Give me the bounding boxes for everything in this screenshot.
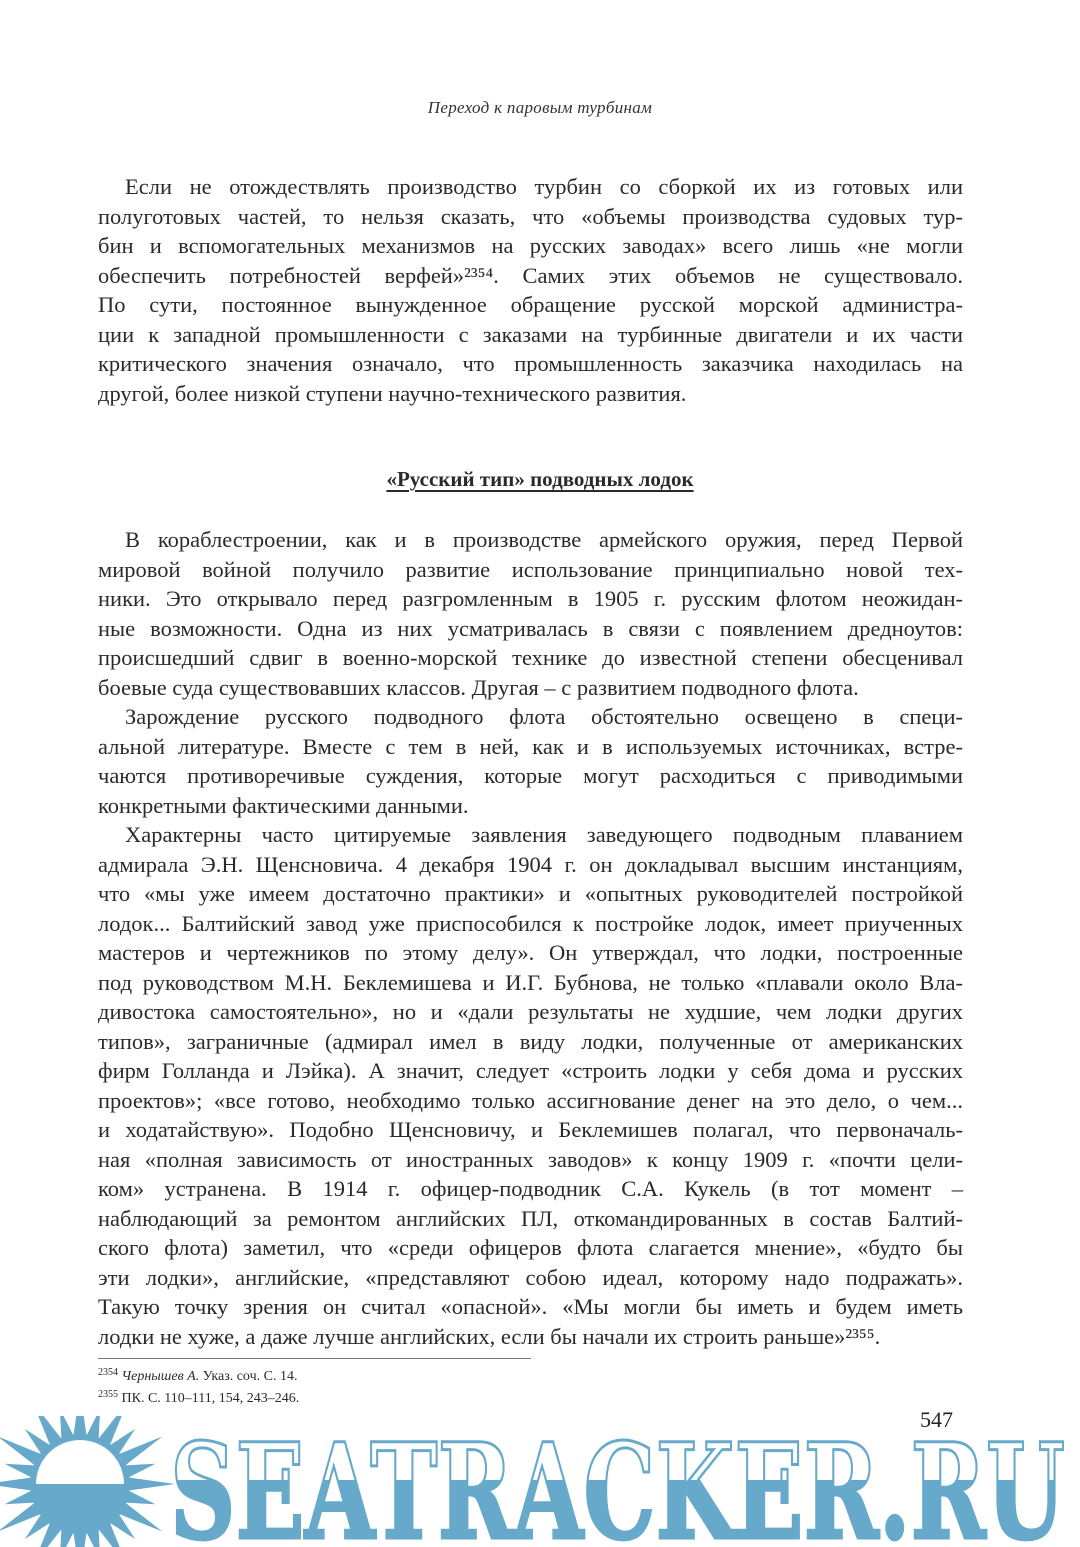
- paragraph-4: [98, 820, 963, 1351]
- text-line: обеспечить потребностей верфей»²³⁵⁴. Самих этих объемов не существовало.: [98, 262, 963, 288]
- footnote-author: Чернышев А.: [121, 1369, 200, 1384]
- paragraph-2: [98, 525, 963, 702]
- text-line: мировой войной получило развитие использование принципиально новой тех-: [98, 556, 963, 582]
- text-line: Зарождение русского подводного флота обстоятельно освещено в специ-: [125, 704, 963, 729]
- text-line: ком» устранена. В 1914 г. офицер-подводник С.А. Кукель (в тот момент –: [98, 1176, 963, 1201]
- text-line: наблюдающий за ремонтом английских ПЛ, откомандированных в состав Балтий-: [98, 1205, 963, 1231]
- watermark-text: SEATRACKER.RU: [170, 1416, 1065, 1547]
- text-line: и ходатайствую». Подобно Щенсновичу, и Беклемишев полагал, что первоначаль-: [98, 1117, 963, 1142]
- text-line: ные возможности. Одна из них усматривалась в связи с появлением дредноутов:: [98, 615, 963, 641]
- footnote-text: ПК. С. 110–111, 154, 243–246.: [121, 1391, 300, 1406]
- text-line: конкретными фактическими данными.: [98, 792, 469, 818]
- text-line: Характерны часто цитируемые заявления заведующего подводным плаванием: [125, 822, 963, 847]
- text-line: По сути, постоянное вынужденное обращение русской морской администра-: [98, 292, 963, 317]
- text-line: Такую точку зрения он считал «опасной». «Мы могли бы иметь и будем иметь: [98, 1294, 963, 1319]
- text-line: В кораблестроении, как и в производстве армейского оружия, перед Первой: [125, 527, 963, 552]
- section-heading-text: «Русский тип» подводных лодок: [386, 467, 694, 491]
- text-line: боевые суда существовавших классов. Другая – с развитием подводного флота.: [98, 674, 859, 700]
- body-text: [98, 525, 963, 1351]
- text-line: под руководством М.Н. Беклемишева и И.Г. Бубнова, не только «плавали около Вла-: [98, 969, 963, 995]
- text-line: ная «полная зависимость от иностранных заводов» к концу 1909 г. «почти цели-: [98, 1146, 963, 1172]
- sun-ray: [0, 1477, 35, 1491]
- text-line: что «мы уже имеем достаточно практики» и «опытных руководителей постройкой: [98, 881, 963, 906]
- paragraph-3: [98, 702, 963, 820]
- text-line: лодки не хуже, а даже лучше английских, если бы начали их строить раньше»²³⁵⁵.: [98, 1323, 881, 1349]
- text-line: проектов»; «все готово, необходимо только ассигнование денег на это дело, о чем...: [98, 1087, 963, 1113]
- footnote-text: Указ. соч. С. 14.: [199, 1369, 298, 1384]
- text-line: бин и вспомогательных механизмов на русских заводах» всего лишь «не могли: [98, 233, 963, 258]
- text-line: происшедший сдвиг в военно-морской технике до известной степени обесценивал: [98, 645, 963, 670]
- text-line: чаются противоречивые суждения, которые могут расходиться с приводимыми: [98, 763, 963, 788]
- footnote-number: 2355: [98, 1389, 118, 1400]
- footnotes: [98, 1364, 299, 1408]
- text-line: адмирала Э.Н. Щенсновича. 4 декабря 1904 г. он докладывал высшим инстанциям,: [98, 851, 963, 877]
- footnote-rule: [98, 1358, 531, 1359]
- footnote-2354: [98, 1364, 299, 1386]
- text-line: Если не отождествлять производство турбин со сборкой их из готовых или: [125, 174, 963, 199]
- sun-ray: [125, 1477, 175, 1491]
- text-line: дивостока самостоятельно», но и «дали результаты не худшие, чем лодки других: [98, 999, 963, 1024]
- sun-icon: [0, 1416, 175, 1547]
- footnote-2355: [98, 1386, 299, 1408]
- page-number: 547: [920, 1407, 953, 1432]
- text-line: другой, более низкой ступени научно-технического развития.: [98, 380, 687, 406]
- text-line: ции к западной промышленности с заказами на турбинные двигатели и их части: [98, 321, 963, 347]
- text-line: лодок... Балтийский завод уже приспособился к постройке лодок, имеет приученных: [98, 910, 963, 936]
- section-heading: [0, 467, 1080, 492]
- text-line: мастеров и чертежников по этому делу». Он утверждал, что лодки, построенные: [98, 940, 963, 965]
- text-line: фирм Голланда и Лэйка). А значит, следует «строить лодки у себя дома и русских: [98, 1058, 963, 1083]
- seatracker-watermark-logo: [0, 1416, 1080, 1547]
- text-line: критического значения означало, что промышленность заказчика находилась на: [98, 351, 963, 376]
- text-line: ского флота) заметил, что «среди офицеров флота слагается мнение», «будто бы: [98, 1235, 963, 1260]
- paragraph-1: [98, 172, 963, 408]
- text-line: ники. Это открывало перед разгромленным в 1905 г. русским флотом неожидан-: [98, 586, 963, 611]
- text-line: типов», заграничные (адмирал имел в виду лодки, полученные от американских: [98, 1028, 963, 1054]
- text-line: эти лодки», английские, «представляют собою идеал, которому надо подражать».: [98, 1264, 963, 1290]
- footnote-number: 2354: [98, 1367, 118, 1378]
- text-line: альной литературе. Вместе с тем в ней, как и в используемых источниках, встре-: [98, 733, 963, 759]
- running-head: Переход к паровым турбинам: [427, 98, 653, 117]
- text-line: полуготовых частей, то нельзя сказать, что «объемы производства судовых тур-: [98, 203, 963, 229]
